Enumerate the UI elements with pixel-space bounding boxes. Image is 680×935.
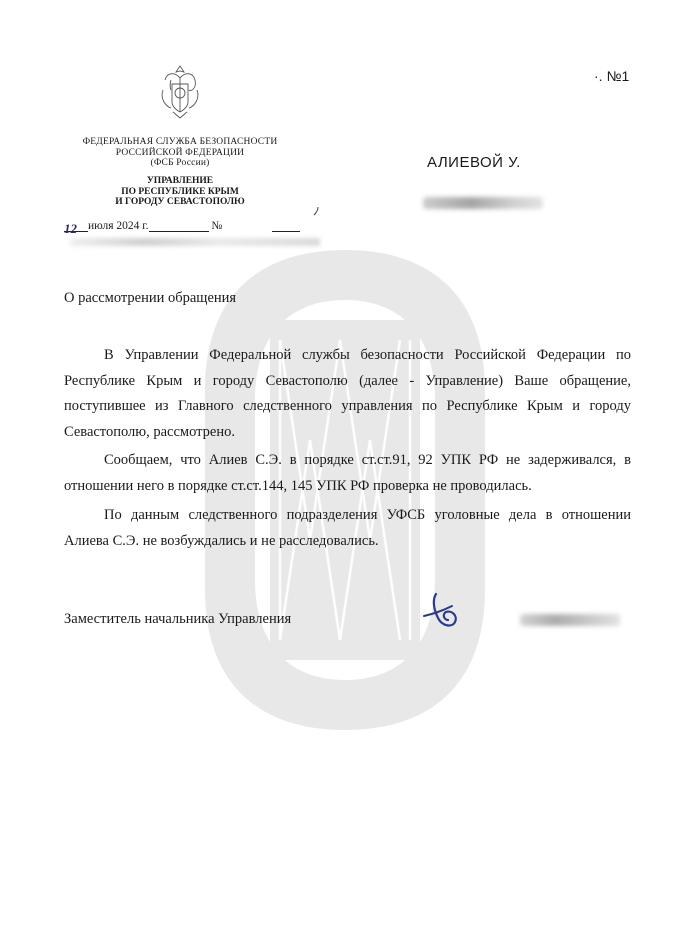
letter-subject: О рассмотрении обращения xyxy=(64,290,237,306)
organization-name xyxy=(55,137,305,169)
org-line: ФЕДЕРАЛЬНАЯ СЛУЖБА БЕЗОПАСНОСТИ xyxy=(82,137,278,147)
body-paragraph xyxy=(64,343,631,445)
org-line: РОССИЙСКОЙ ФЕДЕРАЦИИ xyxy=(115,147,245,158)
paragraph-text: Сообщаем, что Алиев С.Э. в порядке ст.ст.91, 92 УПК РФ не задерживался, в отношении него в порядке ст.ст.144, 145 УПК РФ проверка не проводилась. xyxy=(64,452,631,494)
signer-name-redacted xyxy=(520,614,620,626)
department-name xyxy=(55,176,305,208)
dept-line: УПРАВЛЕНИЕ xyxy=(146,176,214,186)
recipient-name: АЛИЕВОЙ У. xyxy=(427,154,521,171)
emblem-icon xyxy=(155,62,205,122)
paragraph-text: По данным следственного подразделения УФСБ уголовные дела в отношении Алиева С.Э. не возбуждались и не расследовались. xyxy=(64,507,631,549)
pen-mark xyxy=(312,206,320,216)
recipient-email-redacted xyxy=(423,197,543,209)
dept-line: И ГОРОДУ СЕВАСТОПОЛЮ xyxy=(115,197,245,207)
handwritten-signature xyxy=(422,590,472,632)
dept-line: ПО РЕСПУБЛИКЕ КРЫМ xyxy=(121,186,239,197)
document-number: ·. №1 xyxy=(594,68,630,84)
paragraph-text: В Управлении Федеральной службы безопасности Российской Федерации по Республике Крым и городу Севастополю (далее - Управление) Ваше обращение, поступившее из Главного следственного управления по Республике Крым и городу Севастополю, рассмотрено. xyxy=(64,347,631,440)
date-day: 12 xyxy=(64,221,77,236)
date-number-line xyxy=(64,220,300,236)
org-line: (ФСБ России) xyxy=(150,158,210,168)
body-paragraph xyxy=(64,503,631,554)
body-paragraph xyxy=(64,448,631,499)
signer-title: Заместитель начальника Управления xyxy=(64,611,292,627)
redacted-line xyxy=(70,238,320,246)
number-label: № xyxy=(211,220,223,232)
date-text: июля 2024 г. xyxy=(88,220,149,232)
